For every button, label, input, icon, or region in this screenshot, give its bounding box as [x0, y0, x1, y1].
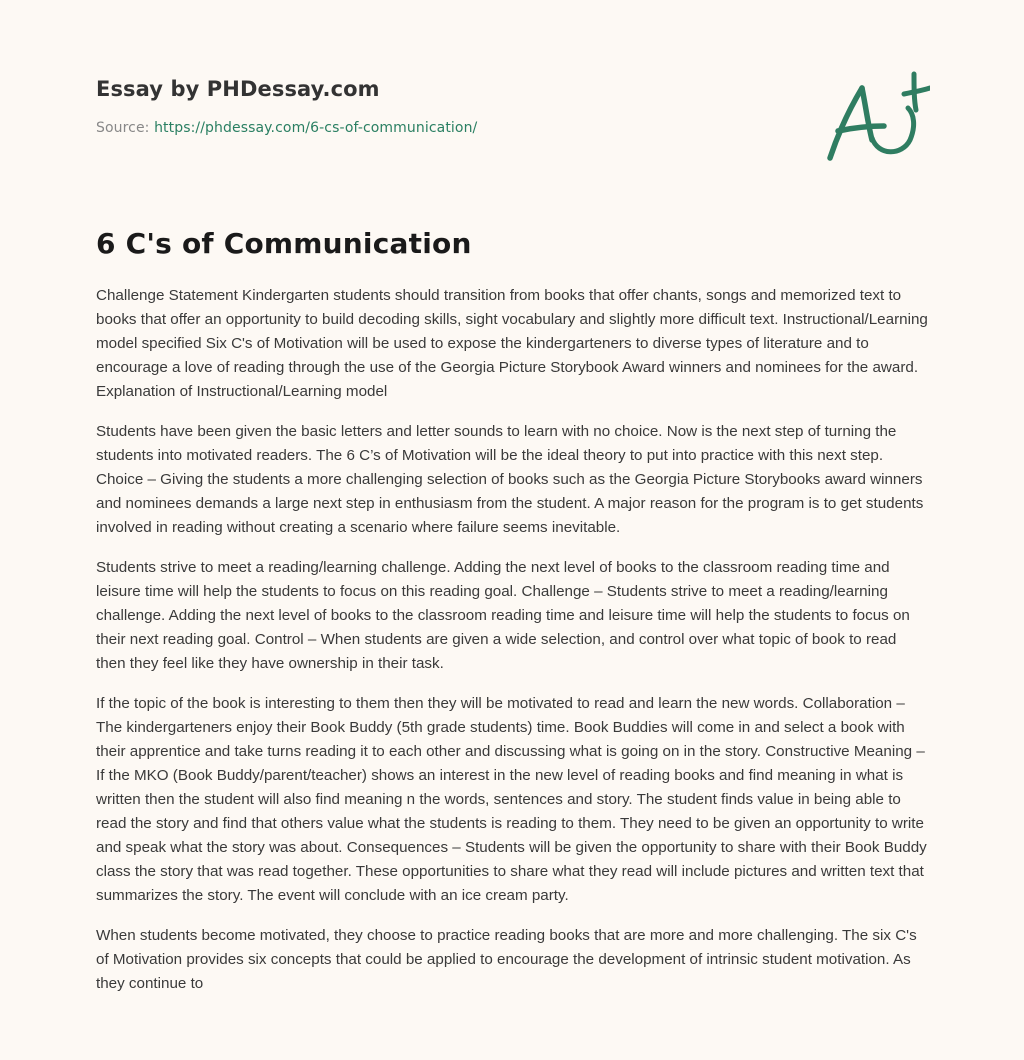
essay-title: 6 C's of Communication — [96, 227, 472, 260]
source-line — [96, 118, 928, 138]
page-header — [96, 74, 928, 138]
essay-body — [96, 284, 928, 1012]
essay-paragraph: Students strive to meet a reading/learning challenge. Adding the next level of books to the classroom reading time and leisure time will help the students to focus on this reading goal. Challenge – Students strive to meet a reading/learning challenge. Adding the next level of books to the classroom reading time and leisure time will help the students to focus on their next reading goal. Control – When students are given a wide selection, and control over what topic of book to read then they feel like they have ownership in their task. — [96, 559, 910, 672]
essay-paragraph: Challenge Statement Kindergarten students should transition from books that offer chants, songs and memorized text to books that offer an opportunity to build decoding skills, sight vocabulary and slightly more difficult text. Instructional/Learning model specified Six C's of Motivation will be used to expose the kindergarteners to diverse types of literature and to encourage a love of reading through the use of the Georgia Picture Storybook Award winners and nominees for the award. Explanation of Instructional/Learning model — [96, 287, 928, 400]
source-link[interactable]: https://phdessay.com/6-cs-of-communication/ — [154, 120, 478, 136]
essay-paragraph: Students have been given the basic letters and letter sounds to learn with no choice. Now is the next step of turning the students into motivated readers. The 6 C’s of Motivation will be the ideal theory to put into practice with this next step. Choice – Giving the students a more challenging selection of books such as the Georgia Picture Storybooks award winners and nominees demands a large next step in enthusiasm from the student. A major reason for the program is to get students involved in reading without creating a scenario where failure seems inevitable. — [96, 423, 924, 536]
a-plus-grade-icon — [818, 64, 930, 168]
essay-paragraph: If the topic of the book is interesting to them then they will be motivated to read and learn the new words. Collaboration – The kindergarteners enjoy their Book Buddy (5th grade students) time. Book Buddies will come in and select a book with their apprentice and take turns reading it to each other and discussing what is going on in the story. Constructive Meaning – If the MKO (Book Buddy/parent/teacher) shows an interest in the new level of reading books and find meaning in what is written then the student will also find meaning n the words, sentences and story. The student finds value in being able to read the story and find that others value what the students is reading to them. They need to be given an opportunity to write and speak what the story was about. Consequences – Students will be given the opportunity to share with their Book Buddy class the story that was read together. These opportunities to share what they read will include pictures and written text that summarizes the story. The event will conclude with an ice cream party. — [96, 695, 927, 904]
essay-paragraph: When students become motivated, they choose to practice reading books that are more and more challenging. The six C's of Motivation provides six concepts that could be applied to encourage the development of intrinsic student motivation. As they continue to — [96, 927, 917, 992]
source-label: Source: — [96, 120, 155, 136]
site-title: Essay by PHDessay.com — [96, 77, 380, 101]
